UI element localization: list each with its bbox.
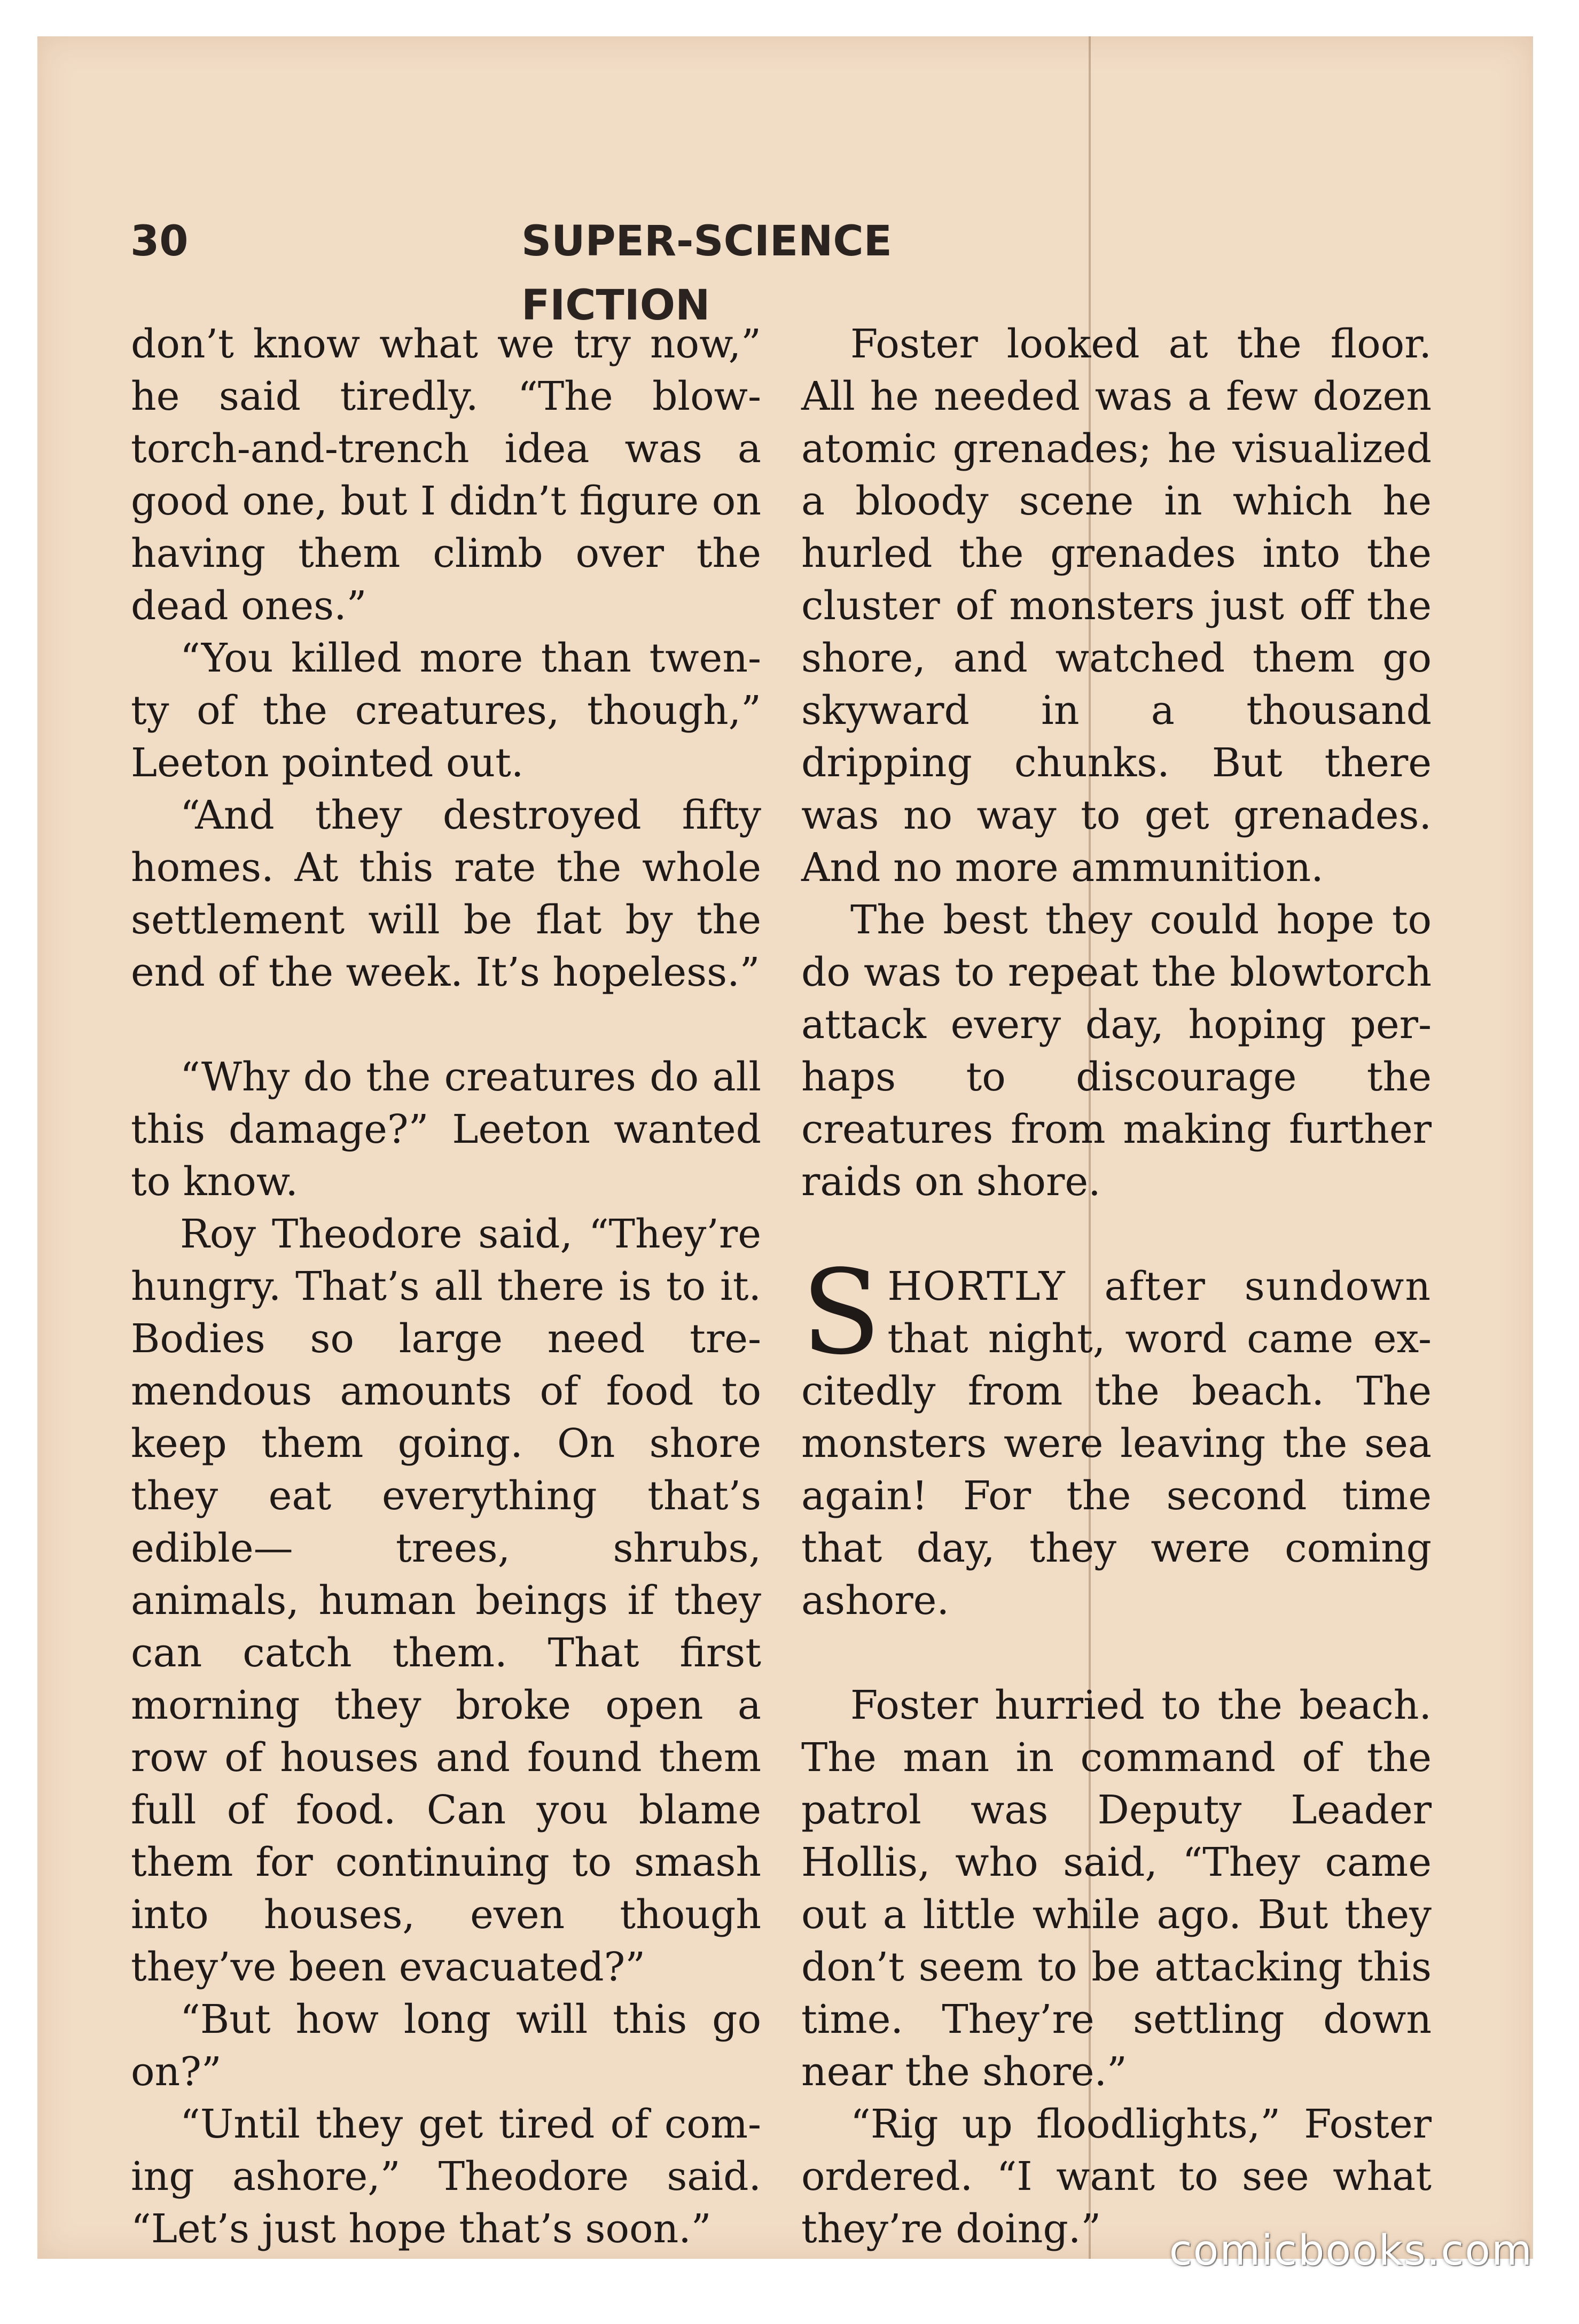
drop-cap-letter: S <box>801 1245 881 1381</box>
paragraph: “Until they get tired of com-ing ashore,” Theodore said. “Let’s just hope that’s soon.” <box>131 2101 761 2252</box>
paragraph: “But how long will this go on?” <box>131 1997 761 2095</box>
left-column <box>131 318 761 2255</box>
section-gap <box>801 1208 1432 1260</box>
paragraph: “Why do the creatures do all this damage?” Leeton wanted to know. <box>131 1054 761 1205</box>
paragraph: don’t know what we try now,” he said tiredly. “The blow-torch-and-trench idea was a good one, but I didn’t figure on having them climb over the dead ones.” <box>131 321 761 629</box>
section-gap <box>131 999 761 1051</box>
paragraph-with-dropcap <box>801 1245 1432 1627</box>
paragraph-text: that night, word came ex-citedly from the beach. The monsters were leaving the sea again! For the second time that day, they were coming ashore. <box>801 1316 1432 1624</box>
paragraph: Foster looked at the floor. All he needed was a few dozen atomic grenades; he visualized a bloody scene in which he hurled the grenades into the cluster of monsters just off the shore, and watched them go skyward in a thousand dripping chunks. But there was no way to get grenades. And no more ammunition. <box>801 321 1432 891</box>
paragraph: “You killed more than twen-ty of the creatures, though,” Leeton pointed out. <box>131 635 761 786</box>
paragraph: Foster hurried to the beach. The man in command of the patrol was Deputy Leader Hollis, who said, “They came out a little while ago. But they don’t seem to be attacking this time. They’re settling down near the shore.” <box>801 1682 1432 2095</box>
paragraph: Roy Theodore said, “They’re hungry. That’s all there is to it. Bodies so large need tre-mendous amounts of food to keep them going. On shore they eat everything that’s edible— trees, shrubs, animals, human beings if they can catch them. That first morning they broke open a row of houses and found them full of food. Can you blame them for continuing to smash into houses, even though they’ve been evacuated?” <box>131 1211 761 1990</box>
paragraph: “Rig up floodlights,” Foster ordered. “I want to see what they’re doing.” <box>801 2101 1432 2252</box>
page-number: 30 <box>130 217 189 266</box>
page-header <box>94 209 1093 330</box>
paragraph: “And they destroyed fifty homes. At this rate the whole settlement will be flat by the end of the week. It’s hopeless.” <box>131 792 761 995</box>
source-watermark: comicbooks.com <box>1169 2227 1533 2275</box>
section-gap <box>801 1627 1432 1679</box>
right-column <box>801 318 1432 2255</box>
section-lead-in: HORTLY after sundown <box>887 1264 1432 1309</box>
running-head-title: SUPER-SCIENCE FICTION <box>521 217 892 330</box>
paragraph: The best they could hope to do was to repeat the blowtorch attack every day, hoping per-haps to discourage the creatures from making further raids on shore. <box>801 897 1432 1205</box>
